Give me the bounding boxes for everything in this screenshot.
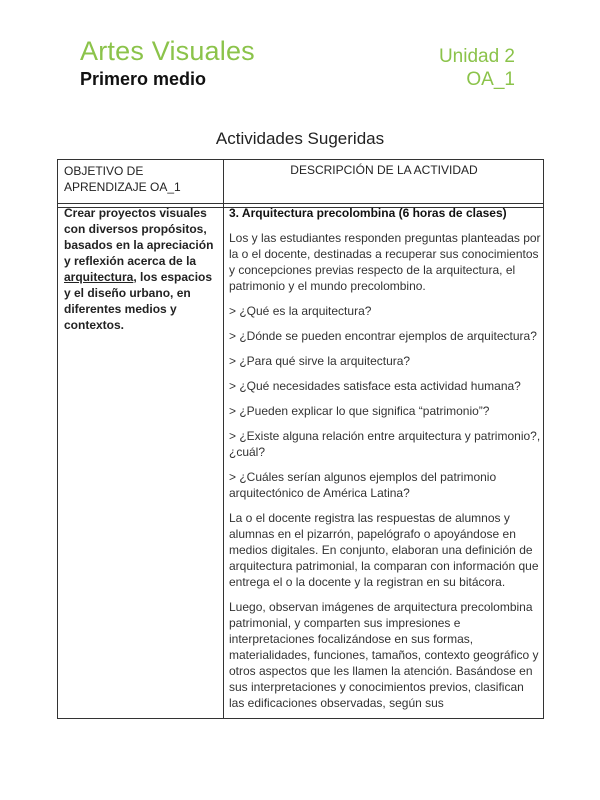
column-header-description: DESCRIPCIÓN DE LA ACTIVIDAD <box>290 163 478 177</box>
document-title: Artes Visuales <box>80 36 255 66</box>
activities-table <box>57 159 544 719</box>
activity-heading: 3. Arquitectura precolombina (6 horas de clases) <box>229 206 507 220</box>
question-item: > ¿Cuáles serían algunos ejemplos del patrimonio arquitectónico de América Latina? <box>229 470 497 500</box>
oa-label: OA_1 <box>466 69 515 90</box>
objective-text-end: , los espacios y el diseño urbano, en diferentes medios y contextos. <box>64 270 213 332</box>
document-subtitle: Primero medio <box>80 69 207 89</box>
question-item: > ¿Pueden explicar lo que significa “patrimonio”? <box>229 404 490 418</box>
page-header <box>80 36 515 92</box>
question-item: > ¿Qué es la arquitectura? <box>229 304 372 318</box>
table-header-divider <box>58 203 543 204</box>
question-item: > ¿Para qué sirve la arquitectura? <box>229 354 411 368</box>
table-column-divider <box>223 160 224 718</box>
question-item: > ¿Qué necesidades satisface esta actividad humana? <box>229 379 521 393</box>
objective-cell <box>64 205 220 333</box>
objective-text-start: Crear proyectos visuales con diversos propósitos, basados en la apreciación y reflexión acerca de la <box>64 206 214 268</box>
section-title: Actividades Sugeridas <box>215 129 385 148</box>
activity-paragraph-2: La o el docente registra las respuestas de alumnos y alumnas en el pizarrón, papelógrafo o apoyándose en medios digitales. En conjunto, elaboran una definición de arquitectura patrimonial, la comparan con información que entrega el o la docente y la registran en su bitácora. <box>229 511 539 589</box>
question-item: > ¿Existe alguna relación entre arquitectura y patrimonio?, ¿cuál? <box>229 429 541 459</box>
activity-description-cell <box>229 205 541 720</box>
unit-label: Unidad 2 <box>438 46 515 67</box>
activity-intro: Los y las estudiantes responden preguntas planteadas por la o el docente, destinadas a recuperar sus conocimientos y concepciones previas respecto de la arquitectura, el patrimonio y el mundo precolombino. <box>229 231 541 293</box>
objective-text-underlined: arquitectura <box>64 270 134 284</box>
activity-paragraph-3: Luego, observan imágenes de arquitectura precolombina patrimonial, y comparten sus impresiones e interpretaciones focalizándose en sus formas, materialidades, funciones, tamaños, contexto geográfico y otros aspectos que les llamen la atención. Basándose en sus interpretaciones y conocimientos previos, clasifican las edificaciones observadas, según sus <box>229 600 539 710</box>
question-item: > ¿Dónde se pueden encontrar ejemplos de arquitectura? <box>229 329 537 343</box>
column-header-objective: OBJETIVO DE APRENDIZAJE OA_1 <box>64 164 181 194</box>
